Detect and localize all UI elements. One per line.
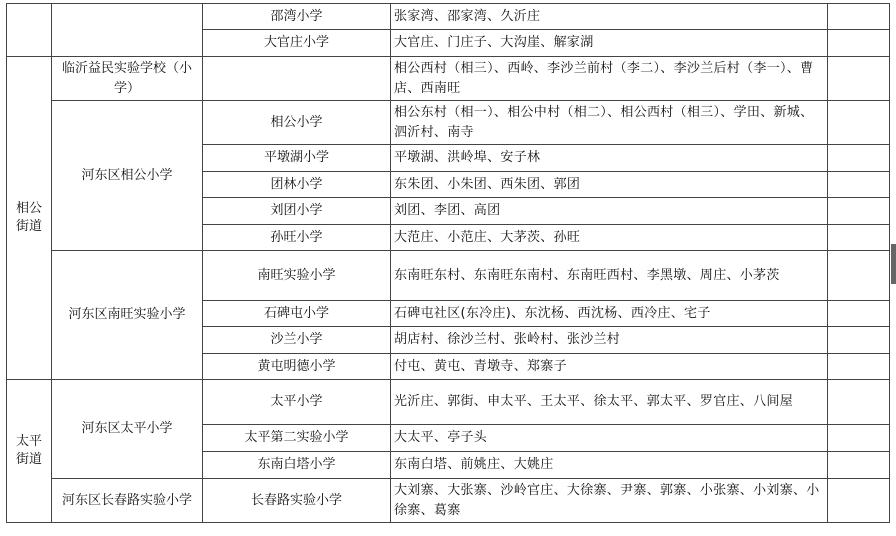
primary-school-cell: 河东区长春路实验小学 xyxy=(52,479,203,523)
note-cell xyxy=(828,198,890,225)
area-list: 石碑屯社区(东冷庄)、东沈杨、西沈杨、西冷庄、宅子 xyxy=(391,301,828,327)
district-label: 相公街道 xyxy=(15,200,42,234)
area-list: 大范庄、小范庄、大茅茨、孙旺 xyxy=(391,225,828,251)
primary-school-cell: 河东区相公小学 xyxy=(52,101,203,251)
school-name: 邵湾小学 xyxy=(203,4,391,30)
school-name: 平墩湖小学 xyxy=(203,145,391,172)
note-cell xyxy=(828,145,890,172)
district-cell xyxy=(7,4,52,57)
school-name: 南旺实验小学 xyxy=(203,251,391,301)
note-cell xyxy=(828,172,890,198)
table-row xyxy=(7,57,890,101)
area-list: 东南白塔、前姚庄、大姚庄 xyxy=(391,452,828,479)
area-list: 胡店村、徐沙兰村、张岭村、张沙兰村 xyxy=(391,327,828,354)
note-cell xyxy=(828,327,890,354)
area-list: 平墩湖、洪岭埠、安子林 xyxy=(391,145,828,172)
primary-school-cell: 临沂益民实验学校（小学） xyxy=(52,57,203,101)
school-district-table xyxy=(6,3,890,523)
primary-school-cell: 河东区南旺实验小学 xyxy=(52,251,203,380)
note-cell xyxy=(828,354,890,380)
district-label: 太平街道 xyxy=(15,433,42,467)
school-name: 相公小学 xyxy=(203,101,391,145)
school-name: 团林小学 xyxy=(203,172,391,198)
note-cell xyxy=(828,57,890,101)
area-list: 付屯、黄屯、青墩寺、郑寨子 xyxy=(391,354,828,380)
school-name: 刘团小学 xyxy=(203,198,391,225)
note-cell xyxy=(828,4,890,30)
area-list: 张家湾、邵家湾、久沂庄 xyxy=(391,4,828,30)
school-name: 孙旺小学 xyxy=(203,225,391,251)
area-list: 相公西村（相三）、西岭、李沙兰前村（李二）、李沙兰后村（李一）、曹店、西南旺 xyxy=(391,57,828,101)
note-cell xyxy=(828,380,890,425)
note-cell xyxy=(828,479,890,523)
area-list: 大刘寨、大张寨、沙岭官庄、大徐寨、尹寨、郭寨、小张寨、小刘寨、小徐寨、葛寨 xyxy=(391,479,828,523)
area-list: 刘团、李团、高团 xyxy=(391,198,828,225)
school-name: 大官庄小学 xyxy=(203,30,391,57)
school-name: 石碑屯小学 xyxy=(203,301,391,327)
table-row xyxy=(7,101,890,145)
note-cell xyxy=(828,452,890,479)
note-cell xyxy=(828,30,890,57)
table-row xyxy=(7,251,890,301)
primary-school-cell: 河东区太平小学 xyxy=(52,380,203,479)
school-name: 太平小学 xyxy=(203,380,391,425)
note-cell xyxy=(828,251,890,301)
area-list: 光沂庄、郭街、申太平、王太平、徐太平、郭太平、罗官庄、八间屋 xyxy=(391,380,828,425)
school-name: 东南白塔小学 xyxy=(203,452,391,479)
note-cell xyxy=(828,101,890,145)
district-cell xyxy=(7,380,52,523)
area-list: 大太平、亭子头 xyxy=(391,425,828,452)
area-list: 东南旺东村、东南旺东南村、东南旺西村、李黑墩、周庄、小茅茨 xyxy=(391,251,828,301)
table-row xyxy=(7,4,890,30)
note-cell xyxy=(828,301,890,327)
note-cell xyxy=(828,425,890,452)
scrollbar-handle[interactable] xyxy=(891,244,896,284)
area-list: 相公东村（相一）、相公中村（相二）、相公西村（相三）、学田、新城、泗沂村、南寺 xyxy=(391,101,828,145)
table-row xyxy=(7,479,890,523)
primary-school-cell xyxy=(52,4,203,57)
district-cell xyxy=(7,57,52,380)
area-list: 东朱团、小朱团、西朱团、郭团 xyxy=(391,172,828,198)
school-name: 太平第二实验小学 xyxy=(203,425,391,452)
school-name: 黄屯明德小学 xyxy=(203,354,391,380)
note-cell xyxy=(828,225,890,251)
table-row xyxy=(7,380,890,425)
area-list: 大官庄、门庄子、大沟崖、解家湖 xyxy=(391,30,828,57)
school-name: 沙兰小学 xyxy=(203,327,391,354)
school-name: 长春路实验小学 xyxy=(203,479,391,523)
school-name xyxy=(203,57,391,101)
